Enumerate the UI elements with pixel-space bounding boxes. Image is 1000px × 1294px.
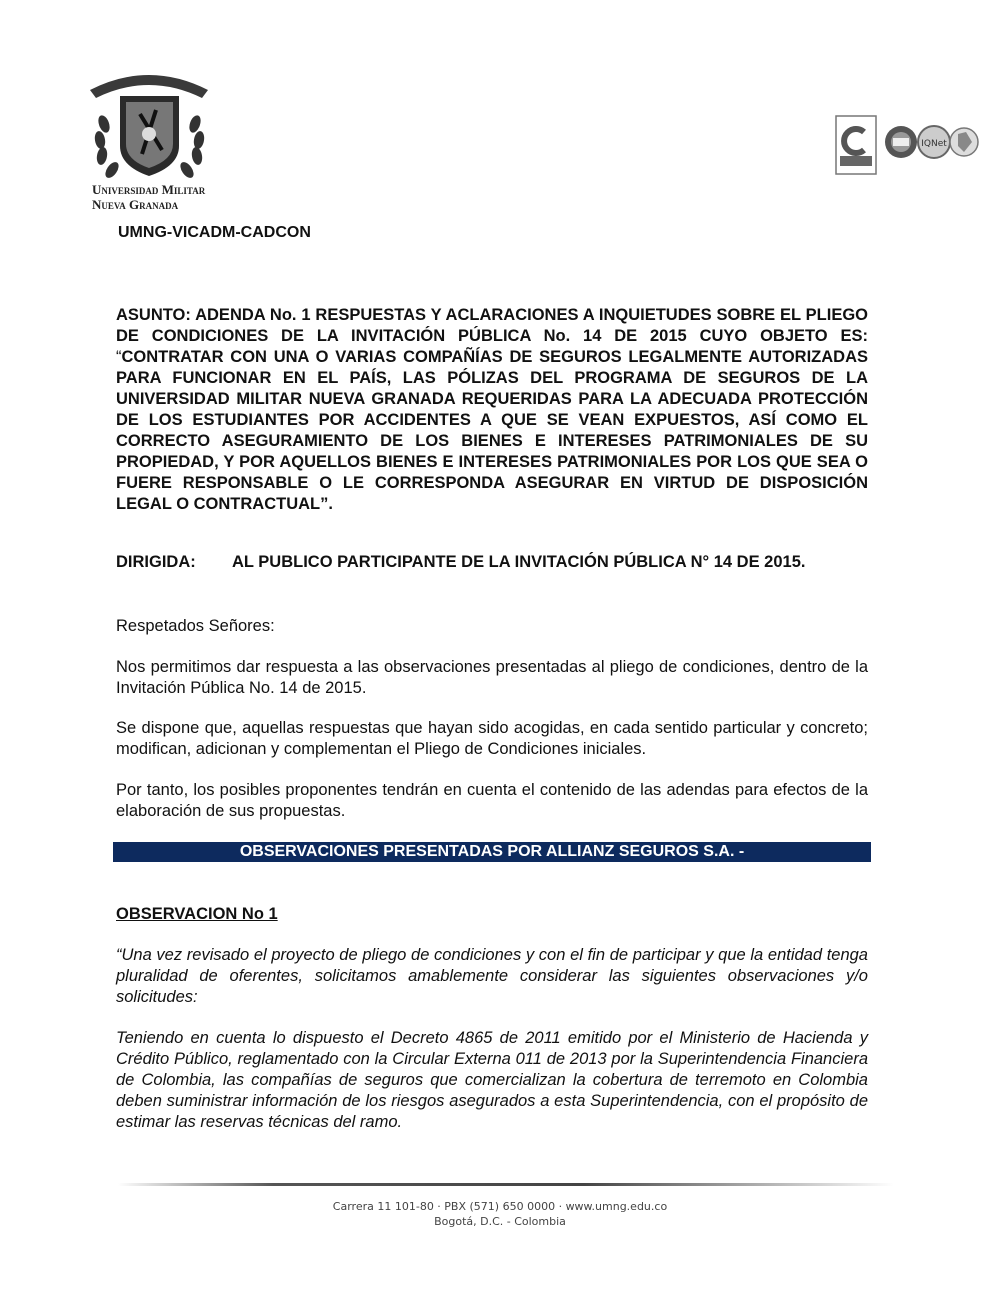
footer-address: Carrera 11 101-80 · PBX (571) 650 0000 · www.umng.edu.co [332,1200,668,1213]
paragraph-3: Por tanto, los posibles proponentes tendrán en cuenta el contenido de las adendas para efectos de la elaboración de sus propuestas. [116,781,868,820]
certification-seals [834,112,982,178]
footer-divider [118,1183,894,1186]
logo-line-1: Universidad Militar [92,182,206,197]
observation-paragraph-1: “Una vez revisado el proyecto de pliego de condiciones y con el fin de participar y que la entidad tenga pluralidad de oferentes, solicitamos amablemente considerar las siguientes observaciones y/o solicitudes: [116,946,868,1006]
observation-paragraph-2: Teniendo en cuenta lo dispuesto el Decreto 4865 de 2011 emitido por el Ministerio de Hacienda y Crédito Público, reglamentado con la Circular Externa 011 de 2013 por la Superintendencia Financiera de Colombia, las compañías de seguros que comercializan la cobertura de terremoto en Colombia deben suministrar información de los riesgos asegurados a esta Superintendencia, con el propósito de estimar las reservas técnicas del ramo. [116,1029,868,1131]
greeting: Respetados Señores: [116,617,275,635]
footer-city: Bogotá, D.C. - Colombia [434,1215,566,1228]
svg-text:IQNet: IQNet [921,139,947,149]
logo-line-2: Nueva Granada [92,197,179,212]
addressee-line [116,553,805,572]
logo-motto: SCIENTIÆ · PATRIÆ · FAMILIÆ [98,32,238,75]
subject-quote-mark: “ [116,348,122,366]
subject-intro: ASUNTO: ADENDA No. 1 RESPUESTAS Y ACLARACIONES A INQUIETUDES SOBRE EL PLIEGO DE CONDICIONES DE LA INVITACIÓN PÚBLICA No. 14 DE 2015 CUYO OBJETO ES: [116,306,868,345]
document-reference: UMNG-VICADM-CADCON [118,224,311,241]
addressee-label: DIRIGIDA: [116,553,196,571]
paragraph-1: Nos permitimos dar respuesta a las observaciones presentadas al pliego de condiciones, dentro de la Invitación Pública No. 14 de 2015. [116,658,868,697]
section-banner: OBSERVACIONES PRESENTADAS POR ALLIANZ SEGUROS S.A. - [113,842,871,862]
observation-title: OBSERVACION No 1 [116,905,278,923]
subject-block [116,305,868,515]
addressee-text: AL PUBLICO PARTICIPANTE DE LA INVITACIÓN PÚBLICA N° 14 DE 2015. [232,553,806,571]
subject-object: CONTRATAR CON UNA O VARIAS COMPAÑÍAS DE SEGUROS LEGALMENTE AUTORIZADAS PARA FUNCIONAR EN EL PAÍS, LAS PÓLIZAS DEL PROGRAMA DE SEGUROS DE LA UNIVERSIDAD MILITAR NUEVA GRANADA REQUERIDAS PARA LA ADECUADA PROTECCIÓN DE LOS ESTUDIANTES POR ACCIDENTES A QUE SE VEAN EXPUESTOS, ASÍ COMO EL CORRECTO ASEGURAMIENTO DE LOS BIENES E INTERESES PATRIMONIALES DE SU PROPIEDAD, Y POR AQUELLOS BIENES E INTERESES PATRIMONIALES POR LOS QUE SEA O FUERE RESPONSABLE O LE CORRESPONDA ASEGURAR EN VIRTUD DE DISPOSICIÓN LEGAL O CONTRACTUAL”. [116,348,868,513]
logo-wordmark [92,182,205,212]
paragraph-2: Se dispone que, aquellas respuestas que hayan sido acogidas, en cada sentido particular y concreto; modifican, adicionan y complementan el Pliego de Condiciones iniciales. [116,719,868,758]
